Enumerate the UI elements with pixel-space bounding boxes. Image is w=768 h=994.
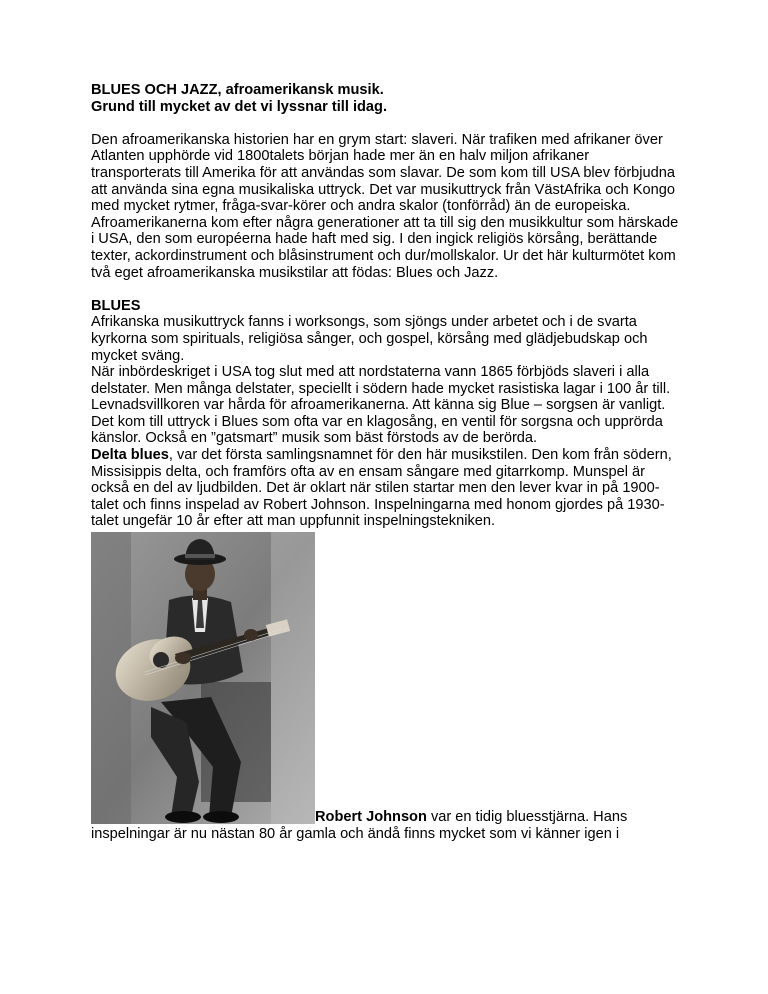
robert-johnson-name: Robert Johnson <box>315 809 427 826</box>
document-page <box>91 82 681 843</box>
delta-blues-paragraph: Delta blues, var det första samlingsnamnet för den här musikstilen. Den kom från södern, Missisippis delta, och framförs ofta av en ensam sångare med gitarrkomp. Munspel är också en del av ljudbilden. Det är oklart när stilen startar men den lever kvar in på 1900-talet och finns inspelad av Robert Johnson. Inspelningarna med honom gjordes på 1930-talet ungefär 10 år efter att man uppfunnit inspelningstekniken. <box>91 447 672 530</box>
intro-paragraph-2: Afroamerikanerna kom efter några generationer att ta till sig den musikkultur som härskade i USA, den som européerna hade haft med sig. I den ingick religiös körsång, berättande texter, ackordinstrument och blåsinstrument och dur/mollskalor. Ur det här kulturmötet kom två eget afroamerikanska musikstilar att födas: Blues och Jazz. <box>91 214 679 281</box>
document-subtitle: Grund till mycket av det vi lyssnar till idag. <box>91 98 388 115</box>
blues-paragraph-2: När inbördeskriget i USA tog slut med att nordstaterna vann 1865 förbjöds slaveri i alla delstater. Men många delstater, speciellt i södern hade mycket rasistiska lagar i 100 år till. Levnadsvillkoren var hårda för afroamerikanerna. Att känna sig Blue – sorgsen är vanligt. Det kom till uttryck i Blues som ofta var en klagosång, en ventil för sorgsna och upprörda känslor. Också en ”gatsmart” musik som bäst förstods av de berörda. <box>91 364 671 447</box>
document-title: BLUES OCH JAZZ, afroamerikansk musik. <box>91 82 384 98</box>
spacer <box>91 281 681 298</box>
spacer <box>91 115 681 132</box>
intro-paragraph-1: Den afroamerikanska historien har en grym start: slaveri. När trafiken med afrikaner över Atlanten upphörde vid 1800talets början hade mer än en halv miljon afrikaner transporterats till Amerika för att användas som slavar. De som kom till USA blev förbjudna att använda sina egna musikaliska uttryck. Det var musikuttryck från VästAfrika och Kongo med mycket rytmer, fråga-svar-körer och andra skalor (tonförråd) än de europeiska. <box>91 131 676 215</box>
blues-paragraph-1: Afrikanska musikuttryck fanns i worksongs, som sjöngs under arbetet och i de svarta kyrkorna som spirituals, religiösa sånger, och gospel, körsång med glädjebudskap och mycket sväng. <box>91 314 648 364</box>
photo-continuation-text: inspelningar är nu nästan 80 år gamla och ändå finns mycket som vi känner igen i <box>91 826 620 843</box>
robert-johnson-photo <box>91 532 315 824</box>
blues-heading: BLUES <box>91 297 141 314</box>
photo-row <box>91 532 681 826</box>
photo-caption: Robert Johnson var en tidig bluesstjärna. Hans <box>315 809 628 826</box>
delta-blues-term: Delta blues <box>91 447 169 464</box>
